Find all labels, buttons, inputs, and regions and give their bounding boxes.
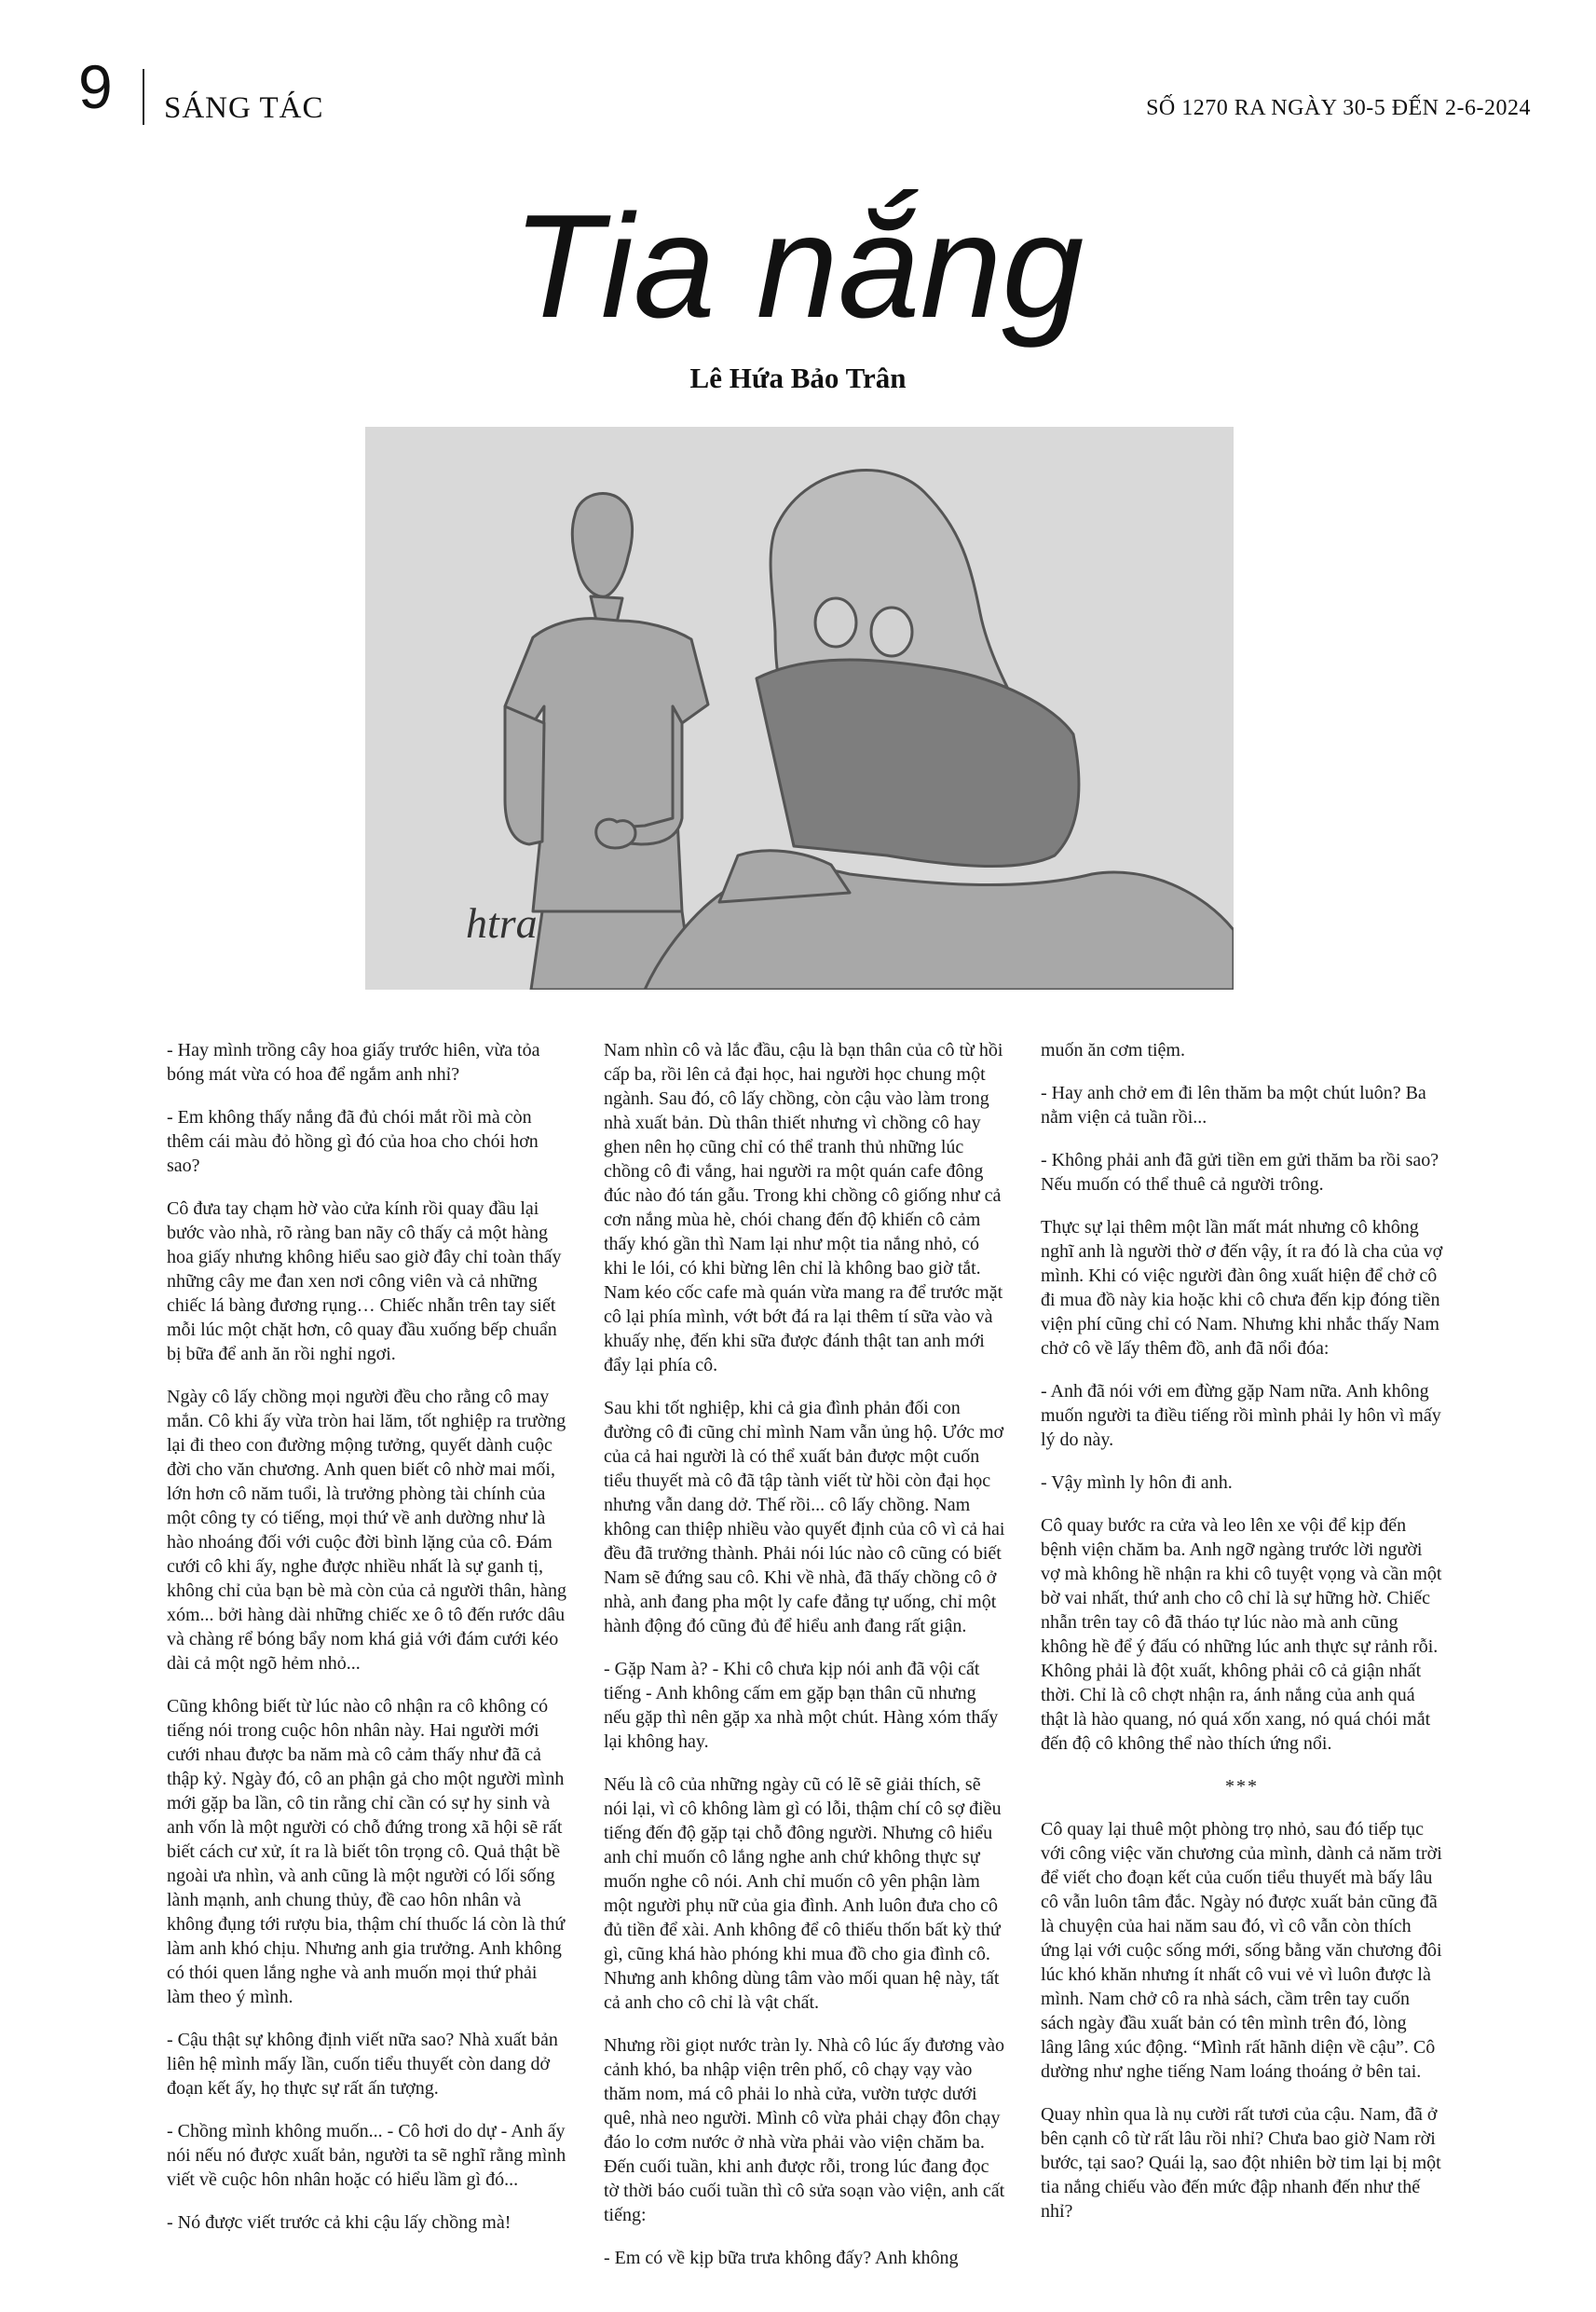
issue-date-line: SỐ 1270 RA NGÀY 30-5 ĐẾN 2-6-2024 [1146,96,1531,120]
header-divider [143,69,144,125]
text-column-2 [604,1038,1006,2289]
paragraph: Thực sự lại thêm một lần mất mát nhưng cô không nghĩ anh là người thờ ơ đến vậy, ít ra đó là cha của vợ mình. Khi có việc người đàn ông xuất hiện để chở cô đi mua đồ này kia hoặc khi cô chưa đến kịp đóng tiền viện phí cũng chỉ có Nam. Nhưng khi nhắc thấy Nam chở cô về lấy thêm đồ, anh đã nổi đóa: [1041,1217,1443,1359]
text-column-3 [1041,1038,1443,2242]
paragraph: - Chồng mình không muốn... - Cô hơi do dự - Anh ấy nói nếu nó được xuất bản, người ta sẽ nghĩ rằng mình viết về cuộc hôn nhân hoặc có hiểu lầm gì đó... [167,2121,566,2190]
text-column-1 [167,1038,569,2253]
paragraph: Cô đưa tay chạm hờ vào cửa kính rồi quay đầu lại bước vào nhà, rõ ràng ban nãy cô thấy cả một hàng hoa giấy nhưng không hiểu sao giờ đây chỉ toàn thấy những cây me đan xen nơi công viên và cả những chiếc lá bàng đương rụng… Chiếc nhẫn trên tay siết mỗi lúc một chặt hơn, cô quay đầu xuống bếp chuẩn bị bữa để anh ăn rồi nghỉ ngơi. [167,1198,562,1364]
paragraph: Quay nhìn qua là nụ cười rất tươi của cậu. Nam, đã ở bên cạnh cô từ rất lâu rồi nhỉ? Chưa bao giờ Nam rời bước, tại sao? Quái lạ, sao đột nhiên bờ tim lại bị một tia nắng chiếu vào đến mức đập nhanh đến như thế nhỉ? [1041,2104,1441,2222]
paragraph: - Hay anh chở em đi lên thăm ba một chút luôn? Ba nằm viện cả tuần rồi... [1041,1083,1426,1128]
paragraph: Nếu là cô của những ngày cũ có lẽ sẽ giải thích, sẽ nói lại, vì cô không làm gì có lỗi, thậm chí cô sợ điều tiếng đến độ gặp tại chỗ đông người. Nhưng cô hiểu anh chỉ muốn cô lắng nghe anh chứ không thực sự muốn nghe cô nói. Anh chỉ muốn cô yên phận làm một người phụ nữ của gia đình. Anh luôn đưa cho cô đủ tiền để xài. Anh không để cô thiếu thốn bất kỳ thứ gì, cũng khá hào phóng khi mua đồ cho gia đình cô. Nhưng anh không dùng tâm vào mối quan hệ này, tất cả anh cho cô chỉ là vật chất. [604,1774,1002,2013]
paragraph: Ngày cô lấy chồng mọi người đều cho rằng cô may mắn. Cô khi ấy vừa tròn hai lăm, tốt nghiệp ra trường lại đi theo con đường mộng tưởng, quyết dành cuộc đời cho văn chương. Anh quen biết cô nhờ mai mối, lớn hơn cô năm tuổi, là trưởng phòng tài chính của một công ty có tiếng, mọi thứ về anh dường như là hào nhoáng đối với cuộc đời bình lặng của cô. Đám cưới cô khi ấy, nghe được nhiều nhất là sự ganh tị, không chỉ của bạn bè mà còn của cả người thân, hàng xóm... bởi hàng dài những chiếc xe ô tô đến rước dâu và chàng rể bóng bẩy nom khá giả với đám cưới kéo dài cả một ngõ hẻm nhỏ... [167,1387,567,1674]
paragraph: - Gặp Nam à? - Khi cô chưa kịp nói anh đã vội cất tiếng - Anh không cấm em gặp bạn thân cũ nhưng nếu gặp thì nên gặp xa nhà một chút. Hàng xóm thấy lại không hay. [604,1659,999,1752]
paragraph: - Hay mình trồng cây hoa giấy trước hiên, vừa tỏa bóng mát vừa có hoa để ngắm anh nhỉ? [167,1040,540,1085]
article-illustration [365,427,1234,990]
section-separator: *** [1225,1776,1259,1797]
page-number: 9 [78,52,113,121]
section-name: SÁNG TÁC [164,91,324,125]
article-author: Lê Hứa Bảo Trân [689,362,907,394]
paragraph: Nam nhìn cô và lắc đầu, cậu là bạn thân của cô từ hồi cấp ba, rồi lên cả đại học, hai người học chung một ngành. Sau đó, cô lấy chồng, còn cậu vào làm trong nhà xuất bản. Dù thân thiết nhưng vì chồng cô hay ghen nên họ cũng chỉ có thể tranh thủ những lúc chồng cô đi vắng, hai người ra một quán cafe đông đúc nào đó tán gẫu. Trong khi chồng cô giống như cả cơn nắng mùa hè, chói chang đến độ khiến cô cảm thấy khó gần thì Nam lại như một tia nắng nhỏ, có khi le lói, có khi bừng lên chỉ là không bao giờ tắt. Nam kéo cốc cafe mà quán vừa mang ra để trước mặt cô lại phía mình, vớt bớt đá ra lại thêm tí sữa vào và khuấy nhẹ, đến khi sữa được đánh thật tan anh mới đẩy lại phía cô. [604,1040,1003,1375]
paragraph: - Em có về kịp bữa trưa không đấy? Anh không [604,2248,959,2268]
article-title: Tia nắng [512,185,1084,349]
paragraph: - Cậu thật sự không định viết nữa sao? Nhà xuất bản liên hệ mình mấy lần, cuốn tiểu thuyết còn dang dở đoạn kết ấy, họ thực sự rất ấn tượng. [167,2030,558,2099]
paragraph: - Vậy mình ly hôn đi anh. [1041,1472,1233,1493]
paragraph: - Anh đã nói với em đừng gặp Nam nữa. Anh không muốn người ta điều tiếng rồi mình phải ly hôn vì mấy lý do này. [1041,1381,1441,1450]
paragraph: Sau khi tốt nghiệp, khi cả gia đình phản đối con đường cô đi cũng chỉ mình Nam vẫn ủng hộ. Ước mơ của cả hai người là có thể xuất bản được một cuốn tiểu thuyết mà cô đã tập tành viết từ hồi còn đại học nhưng vẫn dang dở. Thế rồi... cô lấy chồng. Nam không can thiệp nhiều vào quyết định của cô vì cả hai đều đã trưởng thành. Phải nói lúc nào cô cũng có biết Nam sẽ đứng sau cô. Khi về nhà, đã thấy chồng cô ở nhà, anh đang pha một ly cafe đẳng tự uống, chỉ một hành động đó cũng đủ để hiểu anh đang rất giận. [604,1398,1005,1636]
paragraph: - Nó được viết trước cả khi cậu lấy chồng mà! [167,2212,512,2233]
paragraph: - Không phải anh đã gửi tiền em gửi thăm ba rồi sao? Nếu muốn có thể thuê cả người trông. [1041,1150,1439,1195]
paragraph: muốn ăn cơm tiệm. [1041,1040,1185,1060]
paragraph: Nhưng rồi giọt nước tràn ly. Nhà cô lúc ấy đương vào cảnh khó, ba nhập viện trên phố, cô chạy vạy vào thăm nom, má cô phải lo nhà cửa, vườn tược dưới quê, nhà neo người. Mình cô vừa phải chạy đôn chạy đáo lo cơm nước ở nhà vừa phải vào viện chăm ba. Đến cuối tuần, khi anh được rỗi, trong lúc đang đọc tờ thời báo cuối tuần thì cô sửa soạn vào viện, anh cất tiếng: [604,2035,1005,2225]
artist-signature: htra [466,899,538,947]
paragraph: Cô quay bước ra cửa và leo lên xe vội để kịp đến bệnh viện chăm ba. Anh ngỡ ngàng trước lời người vợ mà không hề nhận ra khi cô tuyệt vọng và cần một bờ vai nhất, thứ anh cho cô chỉ là sự hững hờ. Chiếc nhẫn trên tay cô đã tháo tự lúc nào mà anh cũng không hề để ý đấu có những lúc anh thực sự rảnh rỗi. Không phải là đột xuất, không phải cô cả giận nhất thời. Chỉ là cô chợt nhận ra, ánh nắng của anh quá thật là hào quang, nó quá xốn xang, nó quá chói mắt đến độ cô không thể nào thích ứng nổi. [1041,1515,1442,1754]
paragraph: - Em không thấy nắng đã đủ chói mắt rồi mà còn thêm cái màu đỏ hồng gì đó của hoa cho chói hơn sao? [167,1107,539,1176]
paragraph: Cô quay lại thuê một phòng trọ nhỏ, sau đó tiếp tục với công việc văn chương của mình, dành cả năm trời để viết cho đoạn kết của cuốn tiểu thuyết mà bấy lâu cô vẫn luôn tâm đắc. Ngày nó được xuất bản cũng đã là chuyện của hai năm sau đó, vì cô vẫn còn thích ứng lại với cuộc sống mới, sống bằng văn chương đôi lúc khó khăn nhưng ít nhất cô vui vẻ vì luôn được là mình. Nam chở cô ra nhà sách, cầm trên tay cuốn sách ngày đầu xuất bản có tên mình trên đó, lòng lâng lâng xúc động. “Mình rất hãnh diện về cậu”. Cô dường như nghe tiếng Nam loáng thoáng ở bên tai. [1041,1819,1442,2082]
paragraph: Cũng không biết từ lúc nào cô nhận ra cô không có tiếng nói trong cuộc hôn nhân này. Hai người mới cưới nhau được ba năm mà cô cảm thấy như đã cả thập kỷ. Ngày đó, cô an phận gả cho một người mình mới gặp ba lần, cô tin rằng chỉ cần có sự hy sinh và anh vốn là một người có chỗ đứng trong xã hội sẽ rất biết cách cư xử, ít ra là biết tôn trọng cô. Quả thật bề ngoài ưa nhìn, và anh cũng là một người có lối sống lành mạnh, anh chung thủy, đề cao hôn nhân và không đụng tới rượu bia, thậm chí thuốc lá còn là thứ làm anh khó chịu. Nhưng anh gia trưởng. Anh không có thói quen lắng nghe và anh muốn mọi thứ phải làm theo ý mình. [167,1696,566,2007]
